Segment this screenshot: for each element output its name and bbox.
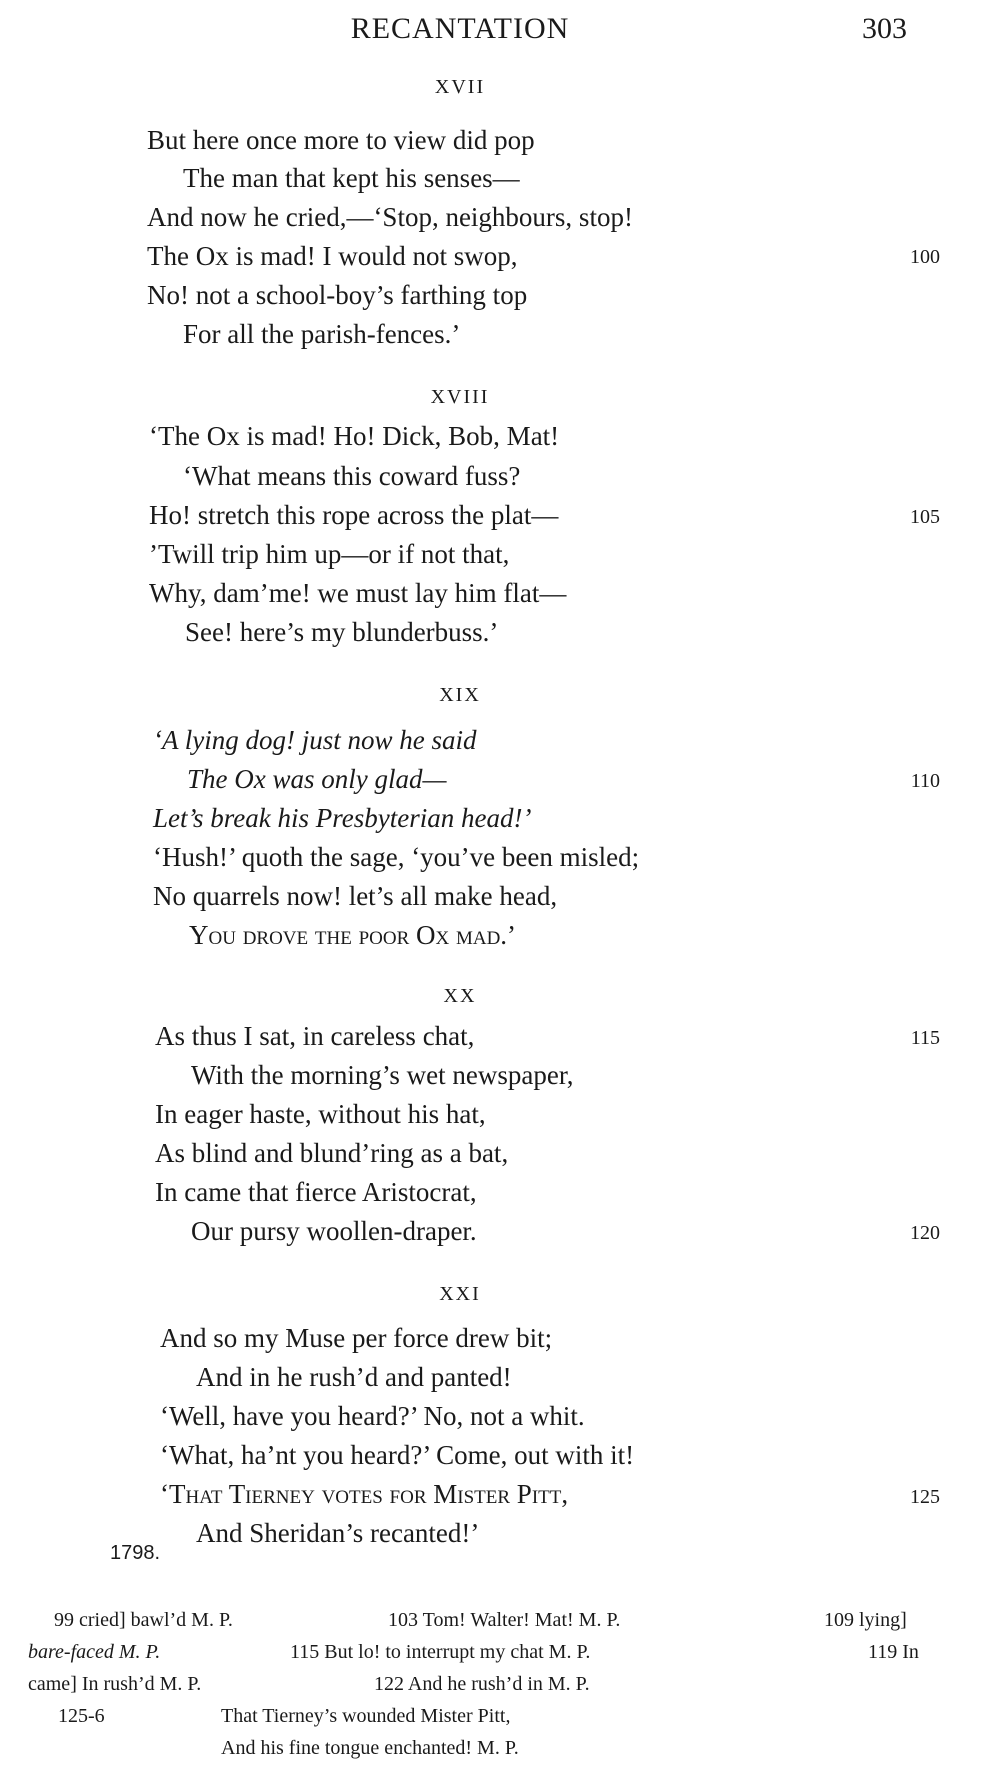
line-number: 125: [910, 1486, 940, 1508]
note-122: 122 And he rush’d in M. P.: [374, 1673, 590, 1695]
note-99: 99 cried] bawl’d M. P.: [54, 1609, 233, 1631]
verse-line: Our pursy woollen-draper.: [191, 1216, 477, 1246]
composition-date: 1798.: [110, 1542, 161, 1564]
verse-line: With the morning’s wet newspaper,: [191, 1060, 574, 1090]
page-number: 303: [862, 12, 907, 45]
verse-line: ‘A lying dog! just now he said: [153, 725, 477, 755]
verse-line: And now he cried,—‘Stop, neighbours, stop!: [147, 202, 633, 232]
note-119: 119 In: [868, 1641, 919, 1663]
running-title: RECANTATION: [350, 12, 570, 45]
verse-line: As thus I sat, in careless chat,: [155, 1021, 475, 1051]
note-119-cont: came] In rush’d M. P.: [28, 1673, 202, 1695]
stanza-number: XX: [443, 985, 477, 1007]
note-125-label: 125-6: [58, 1705, 105, 1727]
note-115: 115 But lo! to interrupt my chat M. P.: [290, 1641, 591, 1663]
stanza-number: XVIII: [430, 386, 490, 408]
note-line: [28, 1636, 948, 1668]
verse-line: For all the parish-fences.’: [183, 319, 461, 349]
verse-line: No! not a school-boy’s farthing top: [147, 280, 528, 310]
verse-line: In eager haste, without his hat,: [155, 1099, 486, 1129]
verse-line: ‘Well, have you heard?’ No, not a whit.: [160, 1401, 585, 1431]
verse-line: But here once more to view did pop: [147, 125, 535, 155]
note-109: 109 lying]: [824, 1609, 907, 1631]
verse-line: And in he rush’d and panted!: [196, 1362, 512, 1392]
verse-line: And so my Muse per force drew bit;: [160, 1323, 553, 1353]
line-number: 110: [910, 770, 940, 792]
verse-line: And Sheridan’s recanted!’: [196, 1518, 480, 1548]
verse-line: ‘The Ox is mad! Ho! Dick, Bob, Mat!: [149, 421, 560, 451]
note-125-line-1: That Tierney’s wounded Mister Pitt,: [221, 1705, 511, 1727]
note-line: [28, 1668, 948, 1700]
verse-line: The Ox was only glad—: [187, 764, 447, 794]
verse-line: ‘Hush!’ quoth the sage, ‘you’ve been misled;: [153, 842, 640, 872]
variant-notes: [28, 1604, 948, 1764]
stanza-number: XXI: [439, 1283, 481, 1305]
verse-line: See! here’s my blunderbuss.’: [185, 617, 499, 647]
note-125-line-2: And his fine tongue enchanted! M. P.: [221, 1737, 519, 1759]
line-number: 105: [910, 506, 940, 528]
verse-line: Why, dam’me! we must lay him flat—: [149, 578, 567, 608]
stanza-number: XVII: [434, 76, 486, 98]
note-line: [28, 1604, 948, 1636]
verse-line: As blind and blund’ring as a bat,: [155, 1138, 509, 1168]
note-line: [28, 1700, 948, 1732]
line-number: 100: [910, 246, 940, 268]
stanza-number: XIX: [439, 684, 481, 706]
note-line: [28, 1732, 948, 1764]
verse-line: No quarrels now! let’s all make head,: [153, 881, 558, 911]
verse-line: ‘What, ha’nt you heard?’ Come, out with it!: [160, 1440, 635, 1470]
verse-line: ‘That Tierney votes for Mister Pitt,: [160, 1479, 569, 1509]
verse-line: ’Twill trip him up—or if not that,: [149, 539, 510, 569]
verse-line: The Ox is mad! I would not swop,: [147, 241, 518, 271]
note-103: 103 Tom! Walter! Mat! M. P.: [388, 1609, 621, 1631]
verse-line: ‘What means this coward fuss?: [183, 461, 521, 491]
verse-line: Ho! stretch this rope across the plat—: [149, 500, 559, 530]
verse-line: The man that kept his senses—: [183, 163, 520, 193]
note-109-cont: bare-faced M. P.: [28, 1641, 161, 1663]
verse-line: You drove the poor Ox mad.’: [189, 920, 517, 950]
verse-line: In came that fierce Aristocrat,: [155, 1177, 477, 1207]
line-number: 115: [910, 1027, 940, 1049]
line-number: 120: [910, 1222, 940, 1244]
verse-line: Let’s break his Presbyterian head!’: [153, 803, 532, 833]
